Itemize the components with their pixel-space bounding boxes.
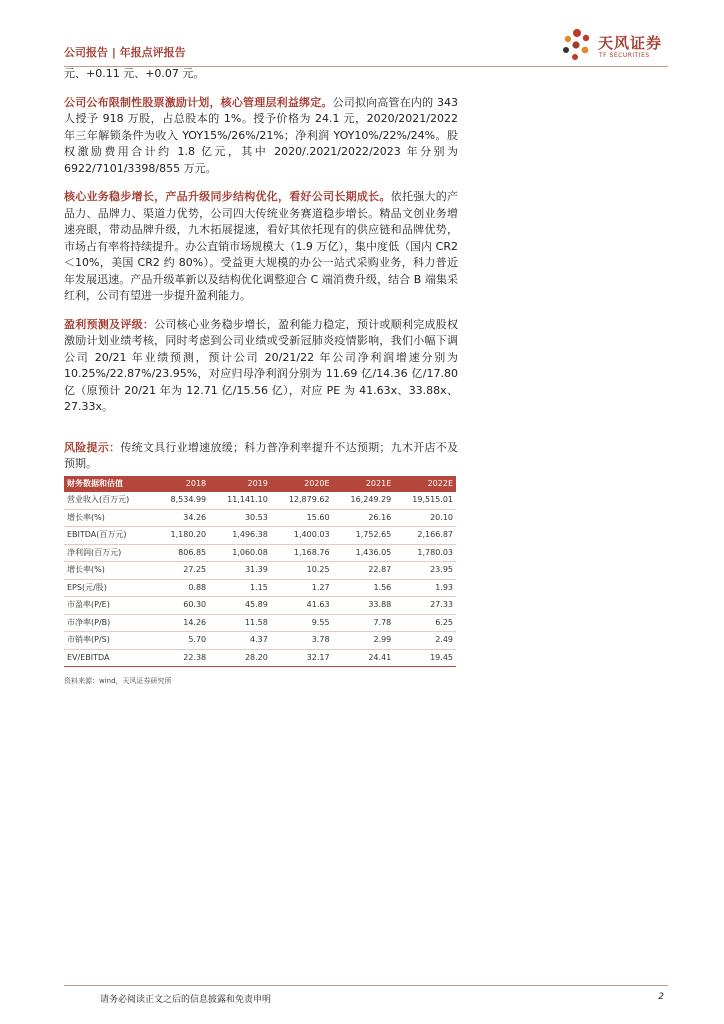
table-cell: 27.25 [183, 565, 207, 574]
row-label: EBITDA(百万元) [67, 530, 127, 539]
brand-name-cn: 天风证券 [598, 34, 663, 52]
table-cell: 16,249.29 [350, 495, 392, 504]
table-row [64, 492, 456, 509]
table-cell: 5.70 [188, 635, 207, 644]
table-row [64, 614, 456, 632]
table-cell: 6.25 [435, 617, 453, 627]
table-row [64, 562, 456, 580]
brand-name-en: TF SECURITIES [599, 52, 650, 59]
risk-text: 传统文具行业增速放缓；科力普净利率提升不达预期；九木开店不及预期。 [64, 440, 459, 470]
forecast-rating-text: 公司核心业务稳步增长，盈利能力稳定，预计或顺利完成股权激励计划业绩考核，同时考虑到公司业绩或受新冠肺炎疫情影响，我们小幅下调公司 20/21 年业绩预测，预计公司 20/21/22 年公司净利润增速分别为 10.25%/22.87%/23.95%，对应归母净利润分别为 11.69 亿/14.36 亿/17.80 亿（原预计 20/21 年为 12.71 亿/15.56 亿），对应 PE 为 41.63x、33.88x、27.33x。 [64, 317, 459, 413]
table-cell: 24.41 [368, 652, 392, 662]
table-cell: 22.87 [368, 565, 392, 574]
table-row [64, 597, 456, 615]
risk-heading: 风险提示： [64, 440, 121, 454]
table-header-row [64, 476, 456, 493]
table-cell: 1,496.38 [232, 530, 268, 539]
row-label: EPS(元/股) [67, 582, 107, 592]
table-cell: 26.16 [368, 512, 392, 522]
table-cell: 7.78 [373, 617, 392, 627]
row-label: 增长率(%) [67, 565, 105, 574]
table-cell: 2.99 [373, 635, 392, 644]
forecast-rating-paragraph [64, 317, 458, 416]
table-cell: 1.93 [435, 582, 453, 592]
table-cell: 19,515.01 [412, 495, 453, 504]
table-row [64, 579, 456, 597]
core-business-text: 依托强大的产品力、品牌力、渠道力优势，公司四大传统业务赛道稳步增长。精品文创业务增速亮眼，带动品牌升级，九木拓展提速，看好其依托现有的供应链和品牌优势，市场占有率将持续提升。办公直销市场规模大（1.9 万亿），集中度低（国内 CR2＜10%，美国 CR2 约 80%）。受益更大规模的办公一站式采购业务，科力普近年发展迅速。产品升级革新以及结构优化调整迎合 C 端消费升级，结合 B 端集采红利，公司有望进一步提升盈利能力。 [64, 190, 459, 302]
table-cell: 1,060.08 [232, 547, 268, 557]
flower-logo-icon [558, 26, 596, 64]
table-cell: 1,168.76 [293, 547, 330, 557]
table-cell: 806.85 [178, 547, 207, 557]
table-cell: 22.38 [183, 652, 207, 662]
financial-data-table [64, 476, 456, 668]
table-cell: 30.53 [244, 512, 268, 522]
incentive-plan-paragraph [64, 95, 458, 178]
table-cell: 1,780.03 [417, 547, 453, 557]
year-header: 2020E [271, 476, 333, 493]
table-cell: 20.10 [430, 512, 453, 522]
table-cell: 0.88 [188, 582, 207, 592]
row-label: 市净率(P/B) [67, 617, 111, 627]
table-cell: 28.20 [244, 652, 268, 662]
table-cell: 11.58 [244, 617, 268, 627]
report-section-label: 公司报告 | 年报点评报告 [64, 46, 186, 59]
table-cell: 2,166.87 [417, 530, 453, 539]
disclaimer-text: 请务必阅读正文之后的信息披露和免责申明 [100, 995, 272, 1005]
table-cell: 4.37 [250, 635, 268, 644]
table-cell: 34.26 [183, 512, 207, 522]
year-header: 2019 [209, 476, 271, 493]
table-cell: 45.89 [244, 600, 268, 609]
table-row [64, 527, 456, 545]
table-cell: 60.30 [183, 600, 207, 609]
table-cell: 1.56 [373, 582, 392, 592]
row-label: 营业收入(百万元) [67, 495, 130, 504]
table-cell: 19.45 [430, 652, 453, 662]
table-row [64, 544, 456, 562]
table-row [64, 649, 456, 667]
table-cell: 31.39 [244, 565, 268, 574]
table-cell: 15.60 [306, 512, 330, 522]
page-header [64, 34, 668, 67]
table-cell: 9.55 [311, 617, 330, 627]
table-cell: 1.15 [250, 582, 268, 592]
table-row [64, 509, 456, 527]
table-cell: 32.17 [306, 652, 330, 662]
year-header: 2021E [333, 476, 395, 493]
table-row [64, 632, 456, 650]
forecast-rating-heading: 盈利预测及评级： [64, 317, 155, 331]
table-cell: 27.33 [430, 600, 453, 609]
report-body [64, 66, 458, 690]
core-business-paragraph [64, 189, 458, 305]
table-cell: 33.88 [368, 600, 392, 609]
table-title: 财务数据和估值 [64, 476, 154, 493]
table-cell: 14.26 [183, 617, 207, 627]
table-cell: 1.27 [311, 582, 330, 592]
table-cell: 1,752.65 [355, 530, 392, 539]
brand-logo [558, 26, 668, 64]
data-source-note: 资料来源：wind，天风证券研究所 [64, 677, 172, 685]
table-cell: 41.63 [306, 600, 330, 609]
row-label: 市盈率(P/E) [67, 600, 110, 609]
table-cell: 2.49 [435, 635, 453, 644]
table-cell: 1,180.20 [170, 530, 207, 539]
row-label: 市销率(P/S) [67, 635, 110, 644]
incentive-plan-text: 公司拟向高管在内的 343 人授予 918 万股，占总股本的 1%。授予价格为 24.1 元，2020/2021/2022 年三年解锁条件为收入 YOY15%/26%/21%；净利润 YOY10%/22%/24%。股权激励费用合计约 1.8 亿元，其中 2020/.2021/2022/2023 年分别为 6922/7101/3398/855 万元。 [64, 95, 458, 175]
core-business-heading: 核心业务稳步增长，产品升级同步结构优化，看好公司长期成长。 [64, 190, 391, 203]
table-cell: 23.95 [430, 565, 453, 574]
table-cell: 1,436.05 [355, 547, 392, 557]
year-header: 2022E [394, 476, 456, 493]
risk-paragraph [64, 440, 458, 473]
table-cell: 10.25 [306, 565, 330, 574]
table-cell: 8,534.99 [170, 495, 207, 504]
table-cell: 11,141.10 [227, 495, 268, 504]
row-label: 净利润(百万元) [67, 547, 122, 557]
table-cell: 1,400.03 [293, 530, 330, 539]
page-footer [64, 985, 668, 1005]
table-cell: 12,879.62 [288, 495, 330, 504]
eps-continuation-text: 元、+0.11 元、+0.07 元。 [64, 67, 205, 80]
page-number: 2 [658, 992, 664, 1002]
table-cell: 3.78 [311, 635, 330, 644]
row-label: 增长率(%) [67, 512, 105, 522]
row-label: EV/EBITDA [67, 652, 110, 662]
year-header: 2018 [154, 476, 209, 493]
incentive-plan-heading: 公司公布限制性股票激励计划，核心管理层利益绑定。 [64, 95, 333, 109]
